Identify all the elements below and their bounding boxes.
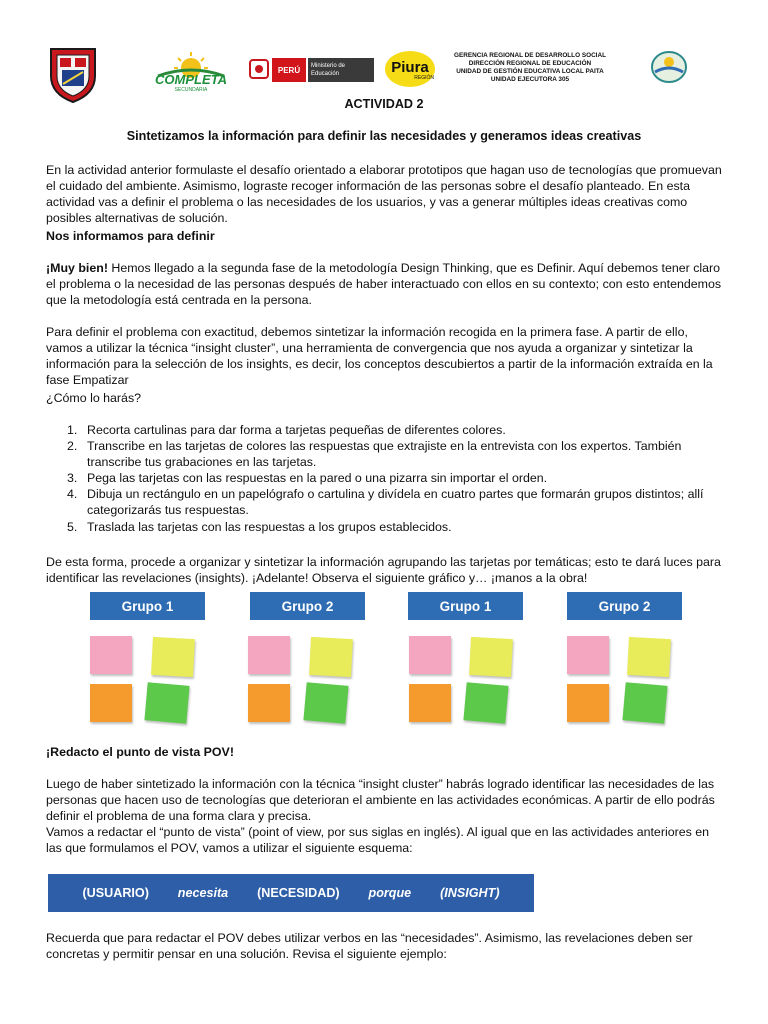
sticky-note-yellow bbox=[627, 637, 671, 677]
institution-header-text bbox=[430, 52, 630, 84]
institution-line: DIRECCIÓN REGIONAL DE EDUCACIÓN bbox=[468, 60, 592, 67]
minedu-logo bbox=[248, 58, 374, 82]
institution-line: UNIDAD EJECUTORA 305 bbox=[490, 76, 570, 83]
pov-scheme-bar bbox=[48, 874, 534, 912]
step-number: 1. bbox=[67, 423, 78, 437]
group-label: Grupo 2 bbox=[567, 592, 682, 620]
pov-scheme-paragraph: Vamos a redactar el “punto de vista” (point of view, por sus siglas en inglés). Al igual que en las actividades anteriores en las que formulamos el POV, vamos a utilizar el siguiente esquema: bbox=[46, 825, 710, 855]
jec-logo-text: COMPLETA bbox=[155, 72, 227, 87]
piura-label: Piura bbox=[391, 59, 429, 76]
sticky-note-yellow bbox=[151, 637, 195, 677]
step-text: Transcribe en las tarjetas de colores las respuestas que extrajiste en la entrevista con los expertos. También transcribe tus grabaciones en las tarjetas. bbox=[87, 439, 682, 469]
activity-subtitle: Sintetizamos la información para definir las necesidades y generamos ideas creativas bbox=[126, 129, 642, 143]
pov-porque: porque bbox=[368, 886, 412, 900]
group-label: Grupo 1 bbox=[90, 592, 205, 620]
sticky-note-pink bbox=[90, 636, 132, 674]
peru-crest-icon bbox=[248, 58, 270, 80]
step-number: 4. bbox=[67, 487, 78, 501]
sticky-note-orange bbox=[90, 684, 132, 722]
ugel-emblem-logo bbox=[650, 50, 688, 84]
sticky-note-yellow bbox=[469, 637, 513, 677]
section-title-pov: ¡Redacto el punto de vista POV! bbox=[46, 745, 234, 759]
step-number: 3. bbox=[67, 471, 78, 485]
sticky-note-yellow bbox=[309, 637, 353, 677]
step-number: 5. bbox=[67, 520, 78, 534]
piura-region-logo bbox=[384, 50, 436, 88]
document-header bbox=[0, 40, 768, 104]
activity-title: ACTIVIDAD 2 bbox=[344, 97, 424, 111]
sticky-note-pink bbox=[248, 636, 290, 674]
group-label: Grupo 1 bbox=[408, 592, 523, 620]
step-text: Traslada las tarjetas con las respuestas a los grupos establecidos. bbox=[87, 520, 452, 534]
sticky-note-green bbox=[463, 682, 508, 724]
sticky-note-orange bbox=[248, 684, 290, 722]
sticky-note-green bbox=[144, 682, 189, 724]
step-text: Dibuja un rectángulo en un papelógrafo o cartulina y divídela en cuatro partes que formarán grupos distintos; allí categorizarás tus respuestas. bbox=[87, 487, 704, 517]
sticky-note-pink bbox=[567, 636, 609, 674]
institution-line: UNIDAD DE GESTIÓN EDUCATIVA LOCAL PAITA bbox=[456, 68, 604, 75]
sticky-note-pink bbox=[409, 636, 451, 674]
jec-logo bbox=[152, 50, 230, 94]
pov-insight: (INSIGHT) bbox=[440, 886, 500, 900]
piura-sub-label: REGIÓN bbox=[414, 75, 434, 81]
intro-paragraph: En la actividad anterior formulaste el desafío orientado a elaborar prototipos que hagan uso de tecnologías que promuevan el cuidado del ambiente. Asimismo, lograste recoger información de las personas sobre el desafío planteado. En esta actividad vas a definir el problema o las necesidades de los usuarios, y vas a generar múltiples ideas creativas como posibles alternativas de solución. bbox=[46, 163, 722, 225]
step-text: Pega las tarjetas con las respuestas en la pared o una pizarra sin importar el orden. bbox=[87, 471, 548, 485]
peru-label: PERÚ bbox=[272, 58, 306, 82]
step-number: 2. bbox=[67, 439, 78, 453]
sticky-note-orange bbox=[409, 684, 451, 722]
sticky-note-green bbox=[303, 682, 348, 724]
pov-necesita: necesita bbox=[177, 886, 229, 900]
step-text: Recorta cartulinas para dar forma a tarjetas pequeñas de diferentes colores. bbox=[87, 423, 506, 437]
group-label: Grupo 2 bbox=[250, 592, 365, 620]
design-thinking-paragraph bbox=[46, 260, 726, 308]
institution-line: GERENCIA REGIONAL DE DESARROLLO SOCIAL bbox=[454, 52, 606, 59]
insight-cluster-paragraph: Para definir el problema con exactitud, debemos sintetizar la información recogida en la primera fase. A partir de ello, vamos a utilizar la técnica “insight cluster”, una herramienta de convergencia que nos ayuda a organizar y sintetizar la información para la selección de los insights, es decir, los conceptos descubiertos a partir de la información extraída en la fase Empatizar bbox=[46, 325, 713, 387]
jec-logo-subtext: SECUNDARIA bbox=[174, 87, 208, 93]
pov-intro-paragraph: Luego de haber sintetizado la información con la técnica “insight cluster” habrás logrado identificar las necesidades de las personas que hacen uso de tecnologías que deterioran el ambiente en las actividades económicas. A partir de ello podrás definir el problema de una forma clara y precisa. bbox=[46, 777, 715, 823]
ministerio-label: Ministerio de Educación bbox=[308, 58, 374, 82]
sticky-note-green bbox=[622, 682, 667, 724]
organize-paragraph: De esta forma, procede a organizar y sintetizar la información agrupando las tarjetas por temáticas; esto te dará luces para identificar las revelaciones (insights). ¡Adelante! Observa el siguiente gráfico y… ¡manos a la obra! bbox=[46, 555, 721, 585]
pov-necesidad: (NECESIDAD) bbox=[257, 886, 340, 900]
section-title-informamos: Nos informamos para definir bbox=[46, 229, 215, 243]
sticky-note-orange bbox=[567, 684, 609, 722]
how-question: ¿Cómo lo harás? bbox=[46, 391, 142, 405]
design-thinking-text: Hemos llegado a la segunda fase de la metodología Design Thinking, que es Definir. Aquí debemos tener claro el problema o la necesidad de las personas después de haber interactuado con ellos en su contexto; con esto entendemos que la metodología está centrada en la persona. bbox=[46, 261, 722, 307]
pov-verbs-paragraph: Recuerda que para redactar el POV debes utilizar verbos en las “necesidades”. Asimismo, las revelaciones deben ser concretas y permitir pensar en una solución. Revisa el siguiente ejemplo: bbox=[46, 931, 693, 961]
pov-usuario: (USUARIO) bbox=[82, 886, 149, 900]
muy-bien-label: ¡Muy bien! bbox=[46, 261, 108, 275]
